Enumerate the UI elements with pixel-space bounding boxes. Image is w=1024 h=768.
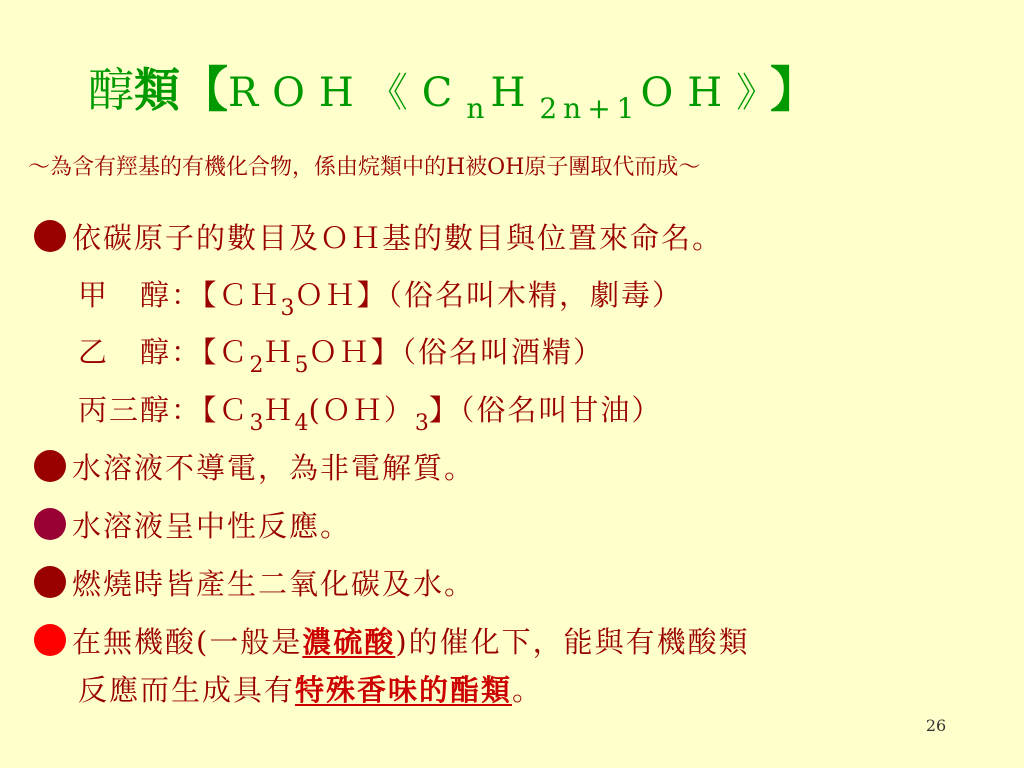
glycerol-mid2: (ＯＨ） <box>308 393 415 427</box>
ethanol-subscript-2: 5 <box>294 353 309 378</box>
title-subscript-n: n <box>466 92 491 125</box>
glycerol-subscript-3: 3 <box>414 411 429 436</box>
title-right-bracket: 】 <box>770 62 819 118</box>
ethanol-mid: Ｈ <box>263 335 295 369</box>
title-formula-oh: OH》 <box>640 70 771 116</box>
bullet-text: 依碳原子的數目及ＯＨ基的數目與位置來命名。 <box>72 221 724 255</box>
glycerol-name: 丙三醇：【Ｃ <box>78 393 250 427</box>
bullet-esterification-line2 <box>34 665 1024 715</box>
item-glycerol <box>34 385 1024 435</box>
highlight-ester: 特殊香味的酯類 <box>295 673 513 707</box>
glycerol-rest: 】（俗名叫甘油） <box>428 393 663 427</box>
subtitle: ～為含有羥基的有機化合物，係由烷類中的H被OH原子團取代而成～ <box>28 155 701 180</box>
highlight-sulfuric-acid: 濃硫酸 <box>302 625 396 659</box>
methanol-rest: ＯＨ】（俗名叫木精，劇毒） <box>294 278 684 312</box>
bullet-text: 燃燒時皆產生二氧化碳及水。 <box>72 567 476 601</box>
bullet-dot <box>34 566 66 598</box>
bullet-text: 水溶液不導電，為非電解質。 <box>72 451 476 485</box>
ethanol-rest: ＯＨ】（俗名叫酒精） <box>308 335 605 369</box>
title-word-class: 類 <box>134 63 180 117</box>
title-formula-h: H <box>490 70 540 116</box>
bullet-esterification <box>34 617 994 667</box>
bullet-text: 水溶液呈中性反應。 <box>72 509 352 543</box>
title-subscript-2n1: 2n+1 <box>539 92 641 125</box>
page-number: 26 <box>925 716 947 735</box>
ethanol-subscript-1: 2 <box>249 353 264 378</box>
bullet-dot <box>34 450 66 482</box>
title-formula-part1: ROH《C <box>228 70 467 116</box>
title-left-bracket: 【 <box>180 62 229 118</box>
bullet-neutral <box>34 501 994 551</box>
bullet-dot <box>34 624 66 656</box>
bullet-naming <box>34 213 994 263</box>
methanol-name: 甲 醇：【ＣＨ <box>78 278 281 312</box>
bullet-nonelectrolyte <box>34 443 994 493</box>
glycerol-subscript-2: 4 <box>294 411 309 436</box>
bullet-dot <box>34 220 66 252</box>
glycerol-subscript-1: 3 <box>249 411 264 436</box>
methanol-subscript: 3 <box>280 296 295 321</box>
title-word-alcohol: 醇 <box>88 63 134 117</box>
bullet-text-pre: 反應而生成具有 <box>78 673 296 707</box>
slide-title <box>88 48 988 132</box>
bullet-text-post: 。 <box>512 673 544 707</box>
ethanol-name: 乙 醇：【Ｃ <box>78 335 250 369</box>
bullet-dot <box>34 508 66 540</box>
bullet-text-post: )的催化下，能與有機酸類 <box>395 625 750 659</box>
bullet-combustion <box>34 559 994 609</box>
item-methanol <box>34 270 1024 320</box>
item-ethanol <box>34 327 1024 377</box>
bullet-text-pre: 在無機酸(一般是 <box>72 625 303 659</box>
glycerol-mid: Ｈ <box>263 393 295 427</box>
